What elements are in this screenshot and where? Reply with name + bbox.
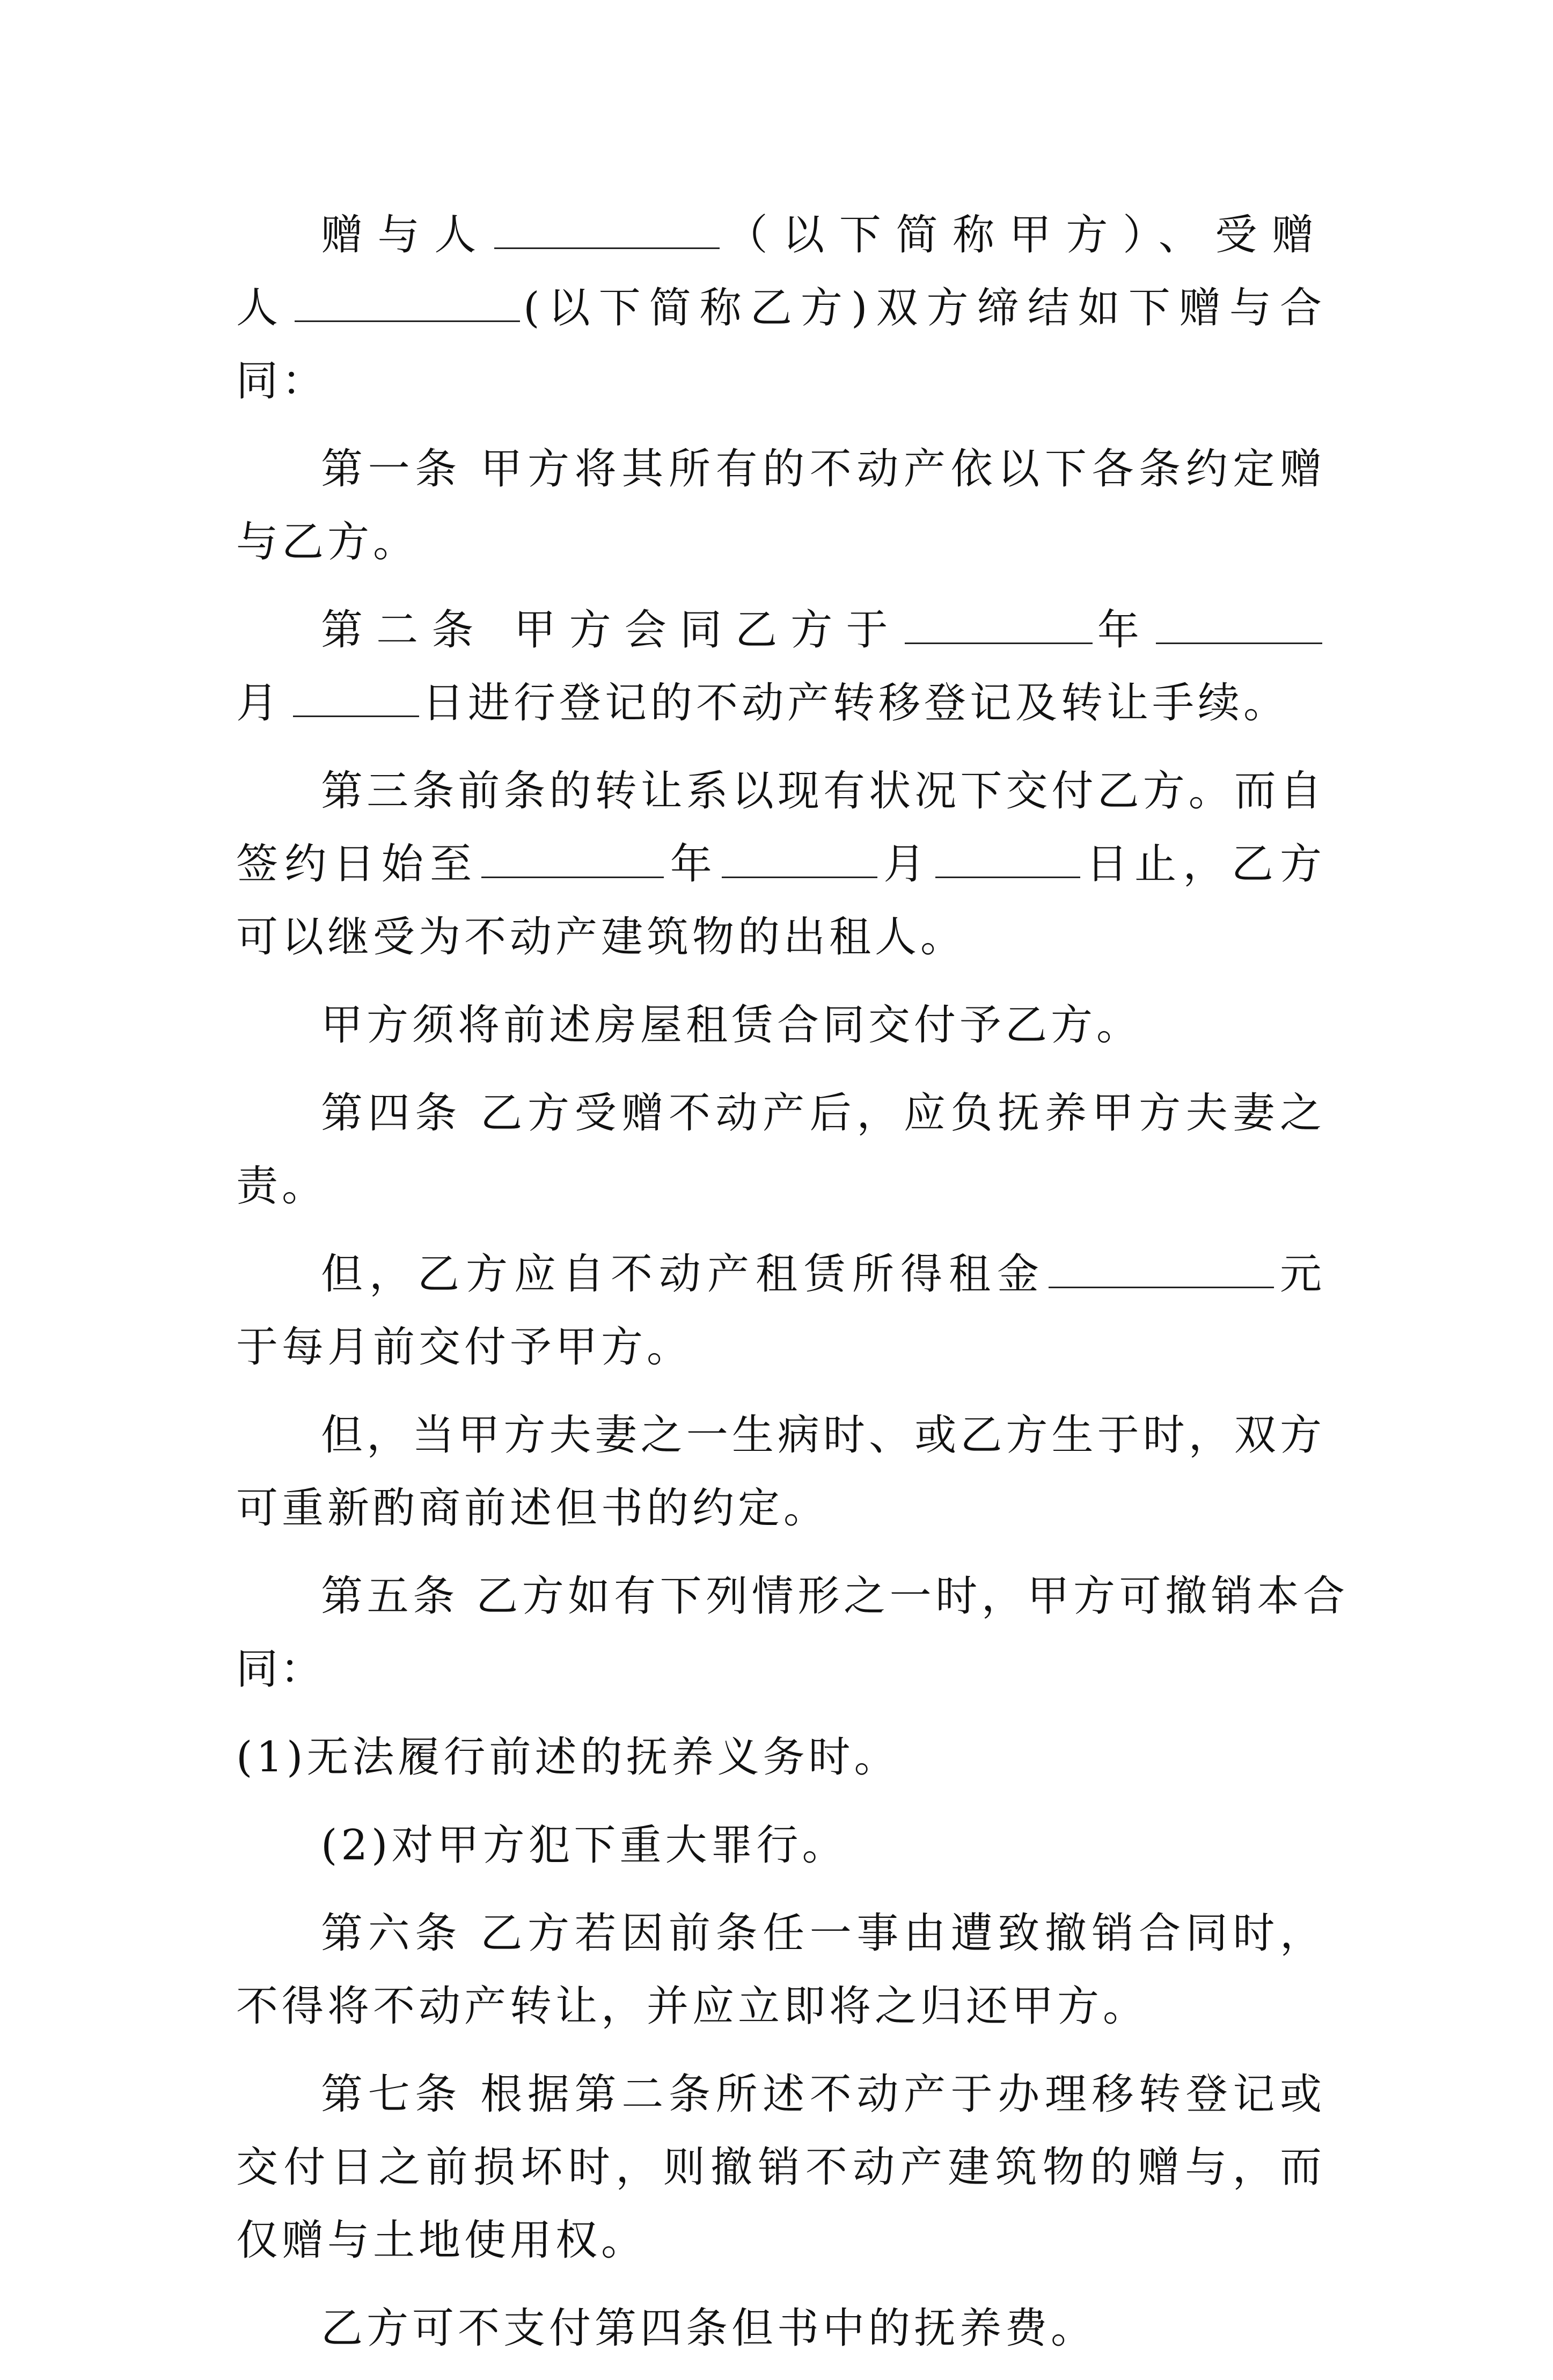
article-4: 第四条 乙方受赠不动产后，应负抚养甲方夫妻之责。: [236, 1089, 1325, 1210]
rent-proviso-paragraph: [236, 1238, 1325, 1384]
rent-proviso-tail: 元于每月前交付予甲方。: [236, 1250, 1325, 1371]
support-fee-paragraph: 乙方可不支付第四条但书中的抚养费。: [321, 2304, 1097, 2353]
preamble-paragraph: [236, 199, 1325, 418]
article-2-day-blank: [293, 678, 419, 717]
article-3-day-blank: [935, 839, 1080, 878]
article-2-tail: 日进行登记的不动产转移登记及转让手续。: [422, 679, 1290, 727]
article-2-text: 第二条 甲方会同乙方于: [321, 606, 902, 654]
revocation-case-2: (2)对甲方犯下重大罪行。: [321, 1821, 848, 1870]
article-2-year-label: 年: [1095, 606, 1153, 654]
article-2-month-label: 月: [236, 679, 290, 727]
donor-blank: [494, 210, 720, 249]
article-7: 第七条 根据第二条所述不动产于办理移转登记或交付日之前损坏时，则撤销不动产建筑物的赠与，而仅赠与土地使用权。: [236, 2070, 1325, 2265]
revocation-case-1: (1)无法履行前述的抚养义务时。: [236, 1733, 900, 1782]
article-1: 第一条 甲方将其所有的不动产依以下各条约定赠与乙方。: [236, 445, 1325, 566]
contract-body: [236, 199, 1347, 2380]
article-3-year-blank: [481, 839, 664, 878]
lease-handover-paragraph: 甲方须将前述房屋租赁合同交付予乙方。: [321, 1001, 1142, 1049]
article-6: 第六条 乙方若因前条任一事由遭致撤销合同时，不得将不动产转让，并应立即将之归还甲方。: [236, 1909, 1325, 2031]
article-2-year-blank: [905, 605, 1093, 644]
article-3-month-blank: [722, 839, 877, 878]
donee-blank: [295, 283, 520, 322]
donee-label: （以下简称甲方）、受赠人: [236, 211, 1325, 332]
article-2: [236, 594, 1325, 740]
article-3-text: 第三条前条的转让系以现有状况下交付乙方。而自签约日始至: [236, 767, 1325, 888]
renegotiation-paragraph: 但，当甲方夫妻之一生病时、或乙方生于时，双方可重新酌商前述但书的约定。: [236, 1411, 1325, 1532]
article-5: 第五条 乙方如有下列情形之一时，甲方可撤销本合同：: [236, 1572, 1347, 1693]
article-3-month-label: 月: [881, 840, 932, 888]
preamble-tail: (以下简称乙方)双方缔结如下赠与合同：: [236, 284, 1325, 405]
article-3: [236, 755, 1325, 974]
rent-amount-blank: [1049, 1249, 1274, 1288]
article-3-year-label: 年: [667, 840, 719, 888]
article-2-month-blank: [1156, 605, 1322, 644]
article-3-tail: 日止，乙方可以继受为不动产建筑物的出租人。: [236, 840, 1325, 961]
donor-label: 赠与人: [321, 211, 491, 259]
rent-proviso-text: 但，乙方应自不动产租赁所得租金: [321, 1250, 1045, 1298]
